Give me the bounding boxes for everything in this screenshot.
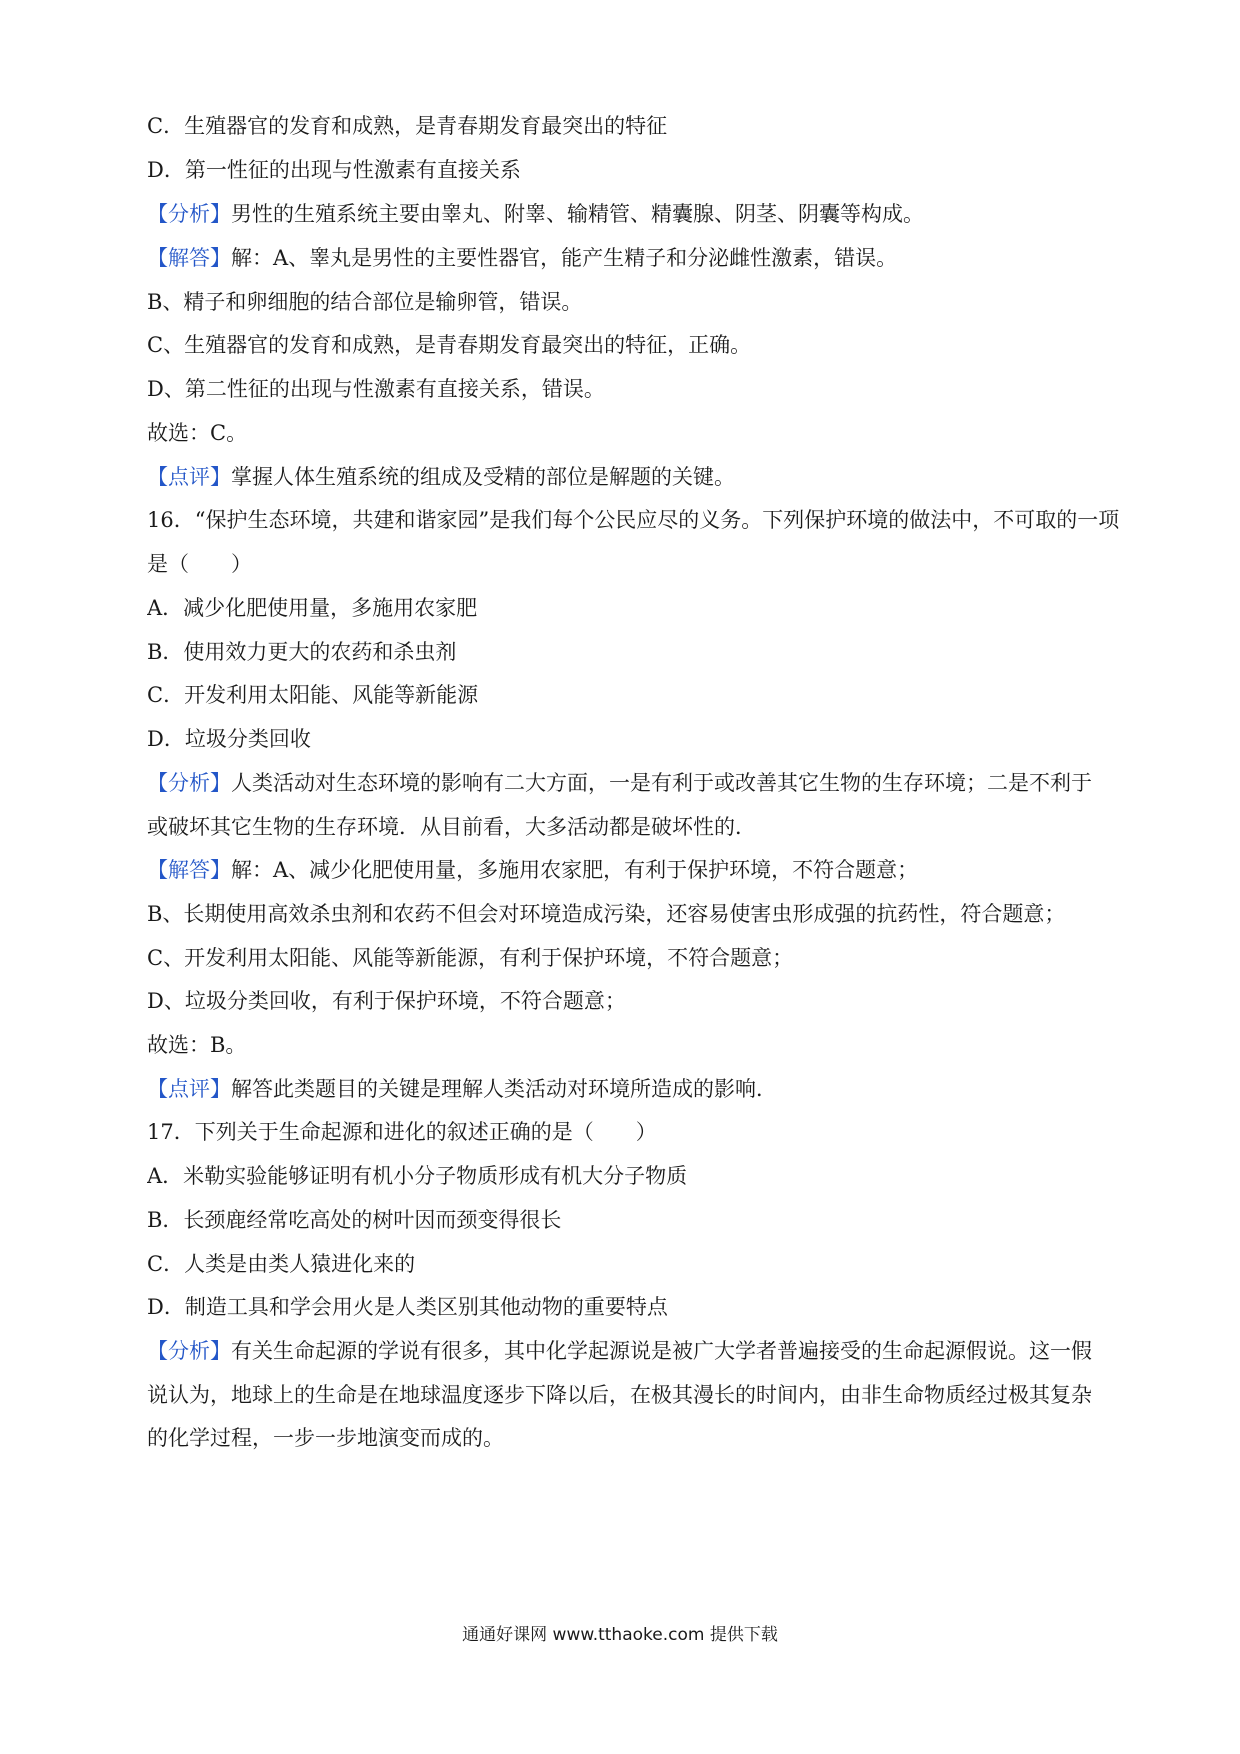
q15-analysis: [147, 199, 1137, 229]
q17-option-b: B．长颈鹿经常吃高处的树叶因而颈变得很长: [147, 1208, 562, 1232]
answer-tag: 【解答】: [147, 858, 231, 882]
analysis-tag: 【分析】: [147, 1339, 231, 1363]
q16-answer-c: C、开发利用太阳能、风能等新能源，有利于保护环境，不符合题意；: [147, 946, 794, 970]
analysis-text: 男性的生殖系统主要由睾丸、附睾、输精管、精囊腺、阴茎、阴囊等构成。: [231, 202, 924, 226]
q16-option-b: B．使用效力更大的农药和杀虫剂: [147, 640, 457, 664]
q15-answer-b: B、精子和卵细胞的结合部位是输卵管，错误。: [147, 290, 583, 314]
q16-analysis-line2: 或破坏其它生物的生存环境．从目前看，大多活动都是破坏性的．: [147, 815, 756, 839]
q16-choice: 故选：B。: [147, 1033, 247, 1057]
q15-answer-d: D、第二性征的出现与性激素有直接关系，错误。: [147, 377, 605, 401]
answer-tag: 【解答】: [147, 246, 231, 270]
review-text: 掌握人体生殖系统的组成及受精的部位是解题的关键。: [231, 465, 735, 489]
q16-option-d: D．垃圾分类回收: [147, 727, 311, 751]
review-text: 解答此类题目的关键是理解人类活动对环境所造成的影响．: [231, 1077, 777, 1101]
answer-text: 解：A、减少化肥使用量，多施用农家肥，有利于保护环境，不符合题意；: [231, 858, 919, 882]
answer-text: 解：A、睾丸是男性的主要性器官，能产生精子和分泌雌性激素，错误。: [231, 246, 898, 270]
q17-analysis: [147, 1336, 1137, 1366]
q17-analysis-line2: 说认为，地球上的生命是在地球温度逐步下降以后，在极其漫长的时间内，由非生命物质经过极其复杂: [147, 1383, 1092, 1407]
q16-option-c: C．开发利用太阳能、风能等新能源: [147, 683, 479, 707]
q17-option-a: A．米勒实验能够证明有机小分子物质形成有机大分子物质: [147, 1164, 688, 1188]
q16-analysis: [147, 768, 1137, 798]
q16-stem-line1: 16．“保护生态环境，共建和谐家园”是我们每个公民应尽的义务。下列保护环境的做法中，不可取的一项: [147, 508, 1120, 532]
q16-answer: [147, 855, 1137, 885]
q15-answer-c: C、生殖器官的发育和成熟，是青春期发育最突出的特征，正确。: [147, 333, 752, 357]
analysis-text: 人类活动对生态环境的影响有二大方面，一是有利于或改善其它生物的生存环境；二是不利于: [231, 771, 1092, 795]
q15-option-c: C．生殖器官的发育和成熟，是青春期发育最突出的特征: [147, 114, 668, 138]
q16-option-a: A．减少化肥使用量，多施用农家肥: [147, 596, 478, 620]
q15-choice: 故选：C。: [147, 421, 248, 445]
q15-answer: [147, 243, 1137, 273]
q16-answer-b: B、长期使用高效杀虫剂和农药不但会对环境造成污染，还容易使害虫形成强的抗药性，符合题意；: [147, 902, 1066, 926]
analysis-text: 有关生命起源的学说有很多，其中化学起源说是被广大学者普遍接受的生命起源假说。这一假: [231, 1339, 1092, 1363]
q17-option-d: D．制造工具和学会用火是人类区别其他动物的重要特点: [147, 1295, 668, 1319]
page-footer: 通通好课网 www.tthaoke.com 提供下载: [462, 1625, 778, 1645]
q17-analysis-line3: 的化学过程，一步一步地演变而成的。: [147, 1426, 504, 1450]
q15-option-d: D．第一性征的出现与性激素有直接关系: [147, 158, 521, 182]
q16-stem-line2: 是（ ）: [147, 552, 252, 576]
q15-review: [147, 462, 1137, 492]
q16-review: [147, 1074, 1137, 1104]
q16-answer-d: D、垃圾分类回收，有利于保护环境，不符合题意；: [147, 989, 626, 1013]
review-tag: 【点评】: [147, 465, 231, 489]
analysis-tag: 【分析】: [147, 771, 231, 795]
analysis-tag: 【分析】: [147, 202, 231, 226]
q17-stem: 17．下列关于生命起源和进化的叙述正确的是（ ）: [147, 1120, 657, 1144]
q17-option-c: C．人类是由类人猿进化来的: [147, 1252, 416, 1276]
review-tag: 【点评】: [147, 1077, 231, 1101]
